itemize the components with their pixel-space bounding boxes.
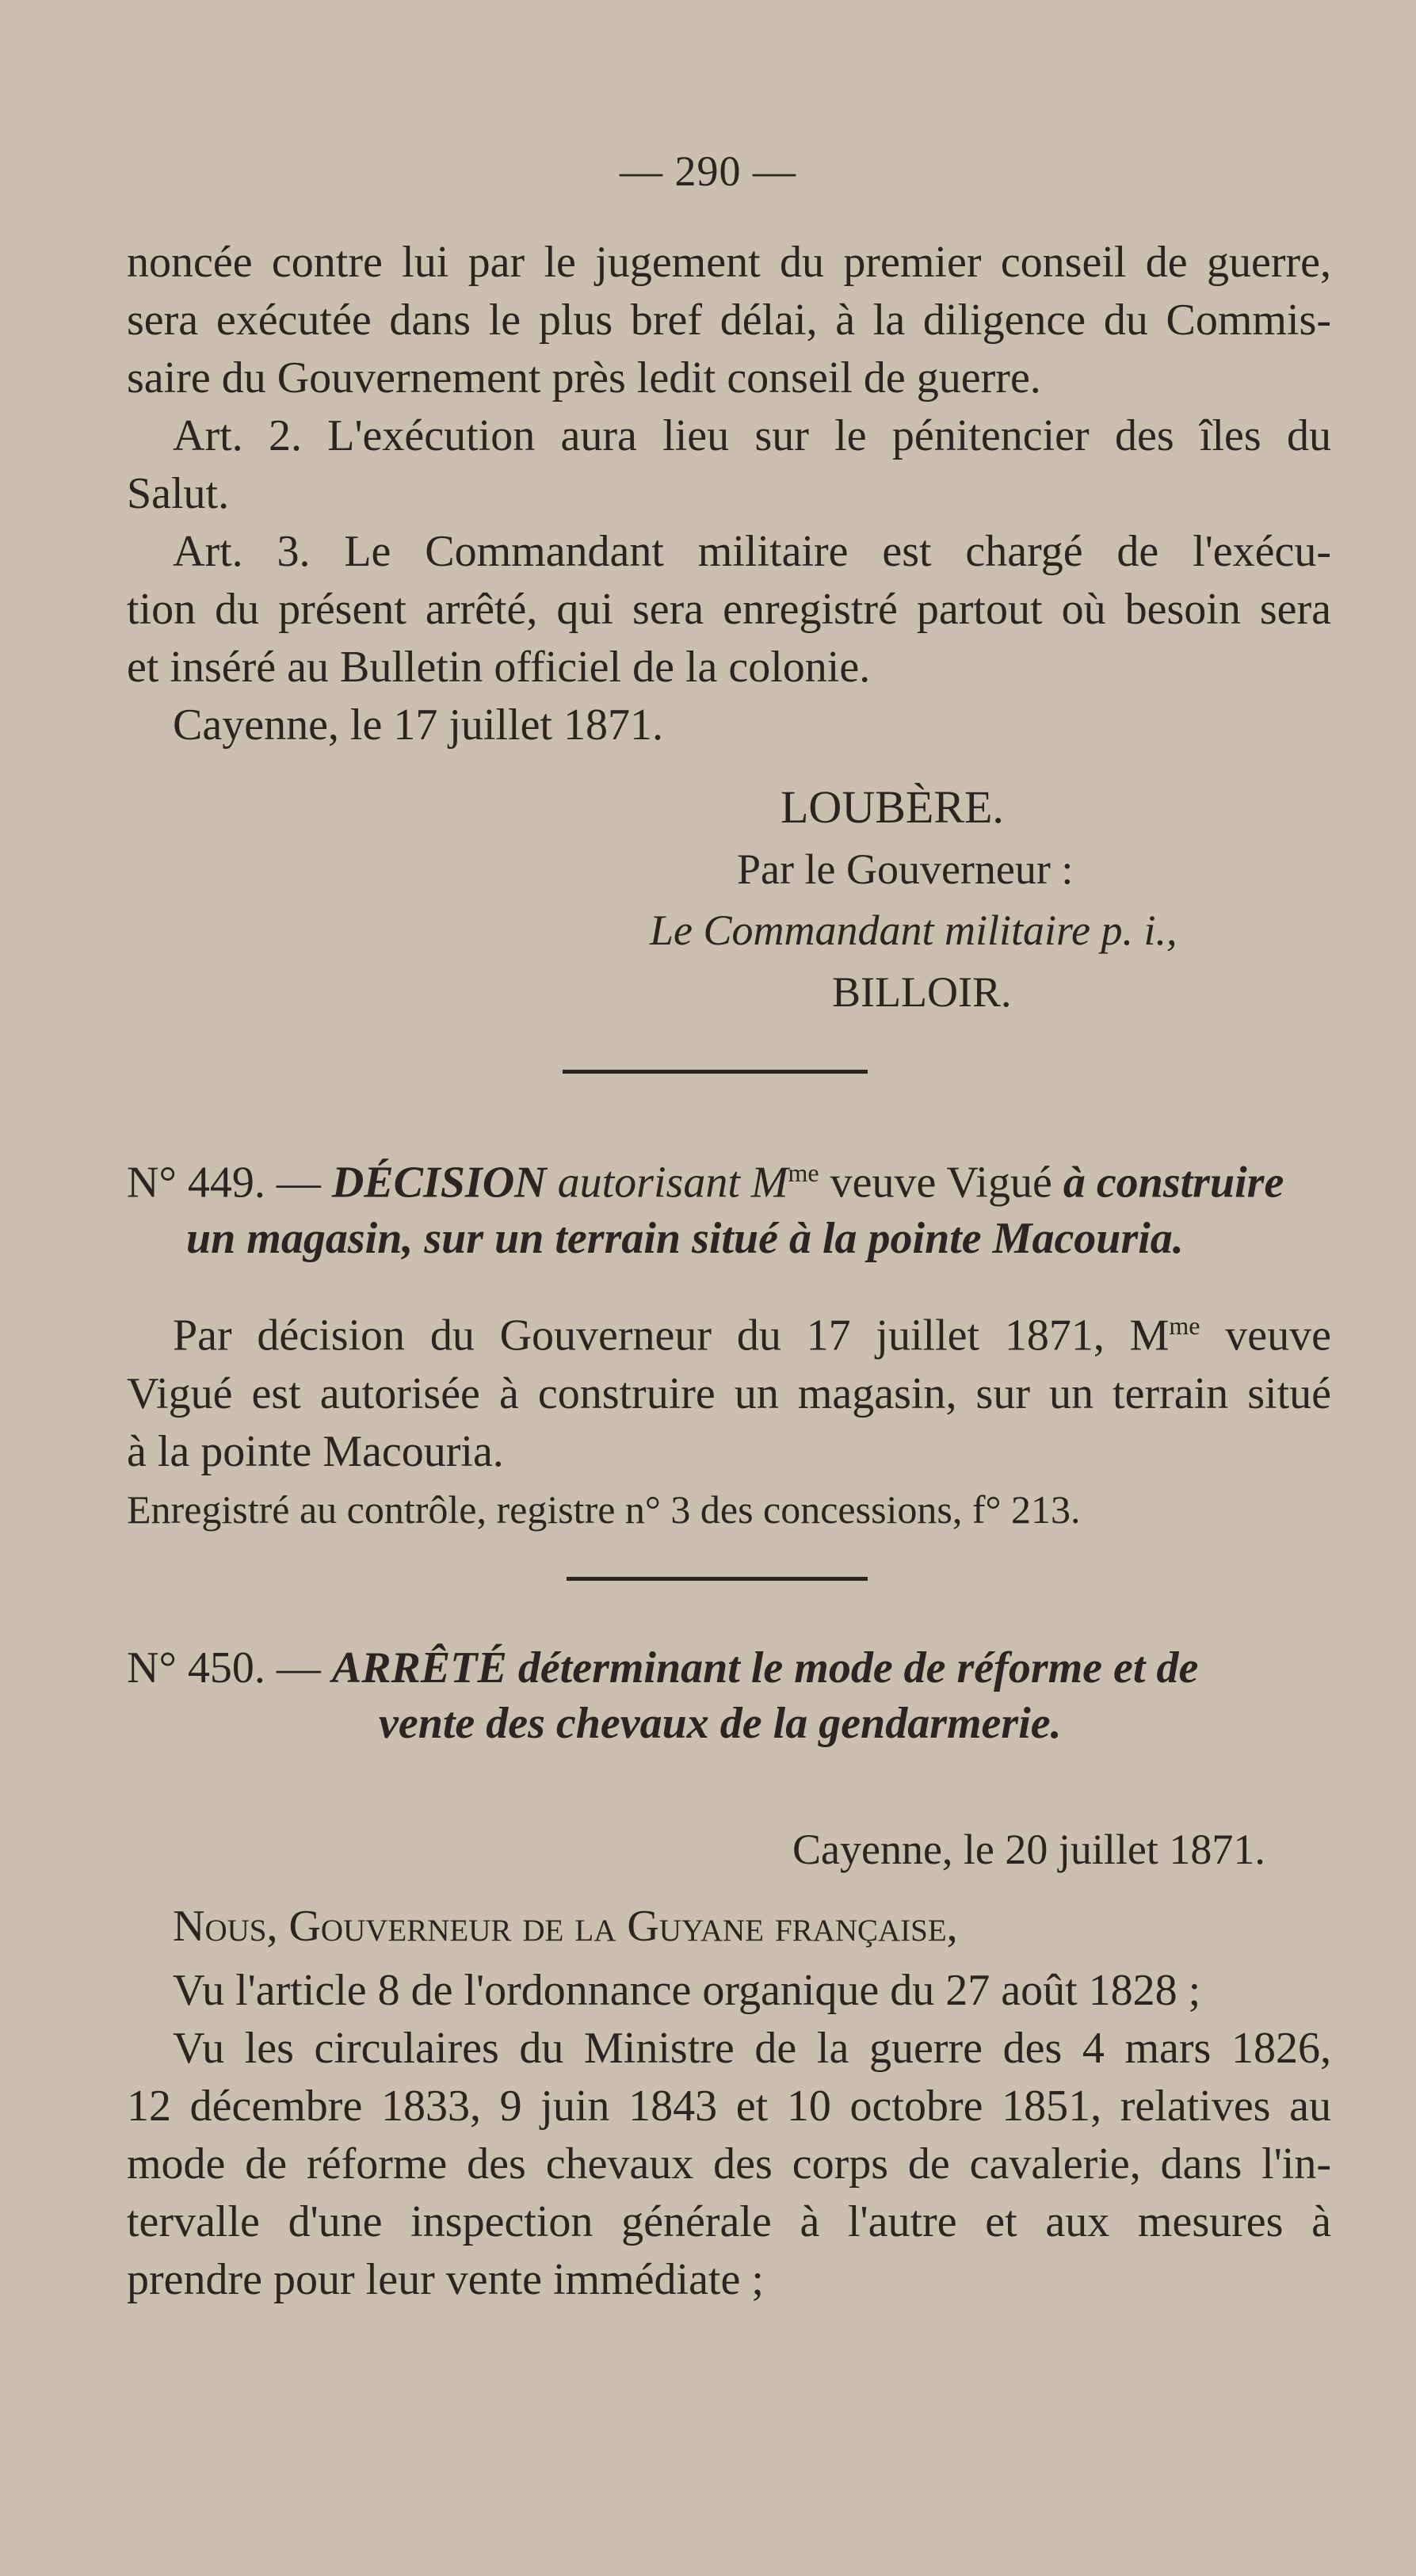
preamble-line: Nous, Gouverneur de la Guyane française, [173,1902,958,1951]
section-divider [563,1070,868,1074]
registration-line: Enregistré au contrôle, registre n° 3 des concessions, f° 213. [127,1487,1081,1532]
arrete-place-date: Cayenne, le 20 juillet 1871. [792,1826,1265,1873]
text-line [127,1297,1331,1365]
signature-role: Le Commandant militaire p. i., [650,906,1177,954]
vu-line: prendre pour leur vente immédiate ; [127,2255,764,2304]
article-3-line: tion du présent arrêté, qui sera enregistré partout où besoin sera [127,585,1331,634]
vu-line: Vu l'article 8 de l'ordonnance organique du 27 août 1828 ; [173,1966,1201,2015]
text-line: sera exécutée dans le plus bref délai, à la diligence du Commis- [127,296,1331,345]
decision-number: N° 449. — [127,1158,321,1208]
vu-line: tervalle d'une inspection générale à l'autre et aux mesures à [127,2197,1331,2246]
text-line: à la pointe Macouria. [127,1426,504,1476]
arrete-title-line2: vente des chevaux de la gendarmerie. [379,1699,1062,1748]
vu-line: Vu les circulaires du Ministre de la guerre des 4 mars 1826, [173,2024,1331,2073]
text-line: saire du Gouvernement près ledit conseil de guerre. [127,353,1041,403]
arrete-450-heading [127,1640,1331,1751]
article-2-line: Salut. [127,469,230,518]
page-number: — 290 — [620,147,796,195]
date-line: Cayenne, le 17 juillet 1871. [173,700,663,750]
article-3-line: Art. 3. Le Commandant militaire est chargé de l'exécu- [173,527,1331,576]
decision-449-body [127,1297,1331,1481]
decision-title-part: à construire [1063,1158,1284,1208]
text-part: veuve [1225,1311,1331,1361]
arrete-title-part: déterminant le mode de réforme et de [517,1643,1199,1693]
arrete-title-keyword: ARRÊTÉ [331,1643,507,1693]
decision-449-heading [127,1145,1331,1266]
text-line: noncée contre lui par le jugement du premier conseil de guerre, [127,238,1331,287]
decision-title-part: autorisant M [557,1158,788,1208]
vu-line: mode de réforme des chevaux des corps de cavalerie, dans l'in- [127,2139,1331,2189]
arrete-continuation [127,234,1331,754]
decision-title-keyword: DÉCISION [331,1158,547,1208]
signature-by-line: Par le Gouverneur : [737,845,1074,893]
article-2-line: Art. 2. L'exécution aura lieu sur le pénitencier des îles du [173,411,1331,460]
signature-governor: LOUBÈRE. [781,781,1004,833]
decision-title-sup: me [788,1158,819,1187]
section-divider [567,1577,868,1581]
arrete-450-body [127,1898,1331,2309]
vu-line: 12 décembre 1833, 9 juin 1843 et 10 octobre 1851, relatives au [127,2082,1331,2131]
text-line: Vigué est autorisée à construire un magasin, sur un terrain situé [127,1368,1331,1418]
decision-title-part: veuve Vigué [830,1158,1052,1208]
arrete-number: N° 450. — [127,1643,321,1693]
text-part: Par décision du Gouverneur du 17 juillet 1871, M [173,1311,1170,1361]
text-sup: me [1169,1311,1200,1340]
signature-signer: BILLOIR. [832,968,1012,1016]
article-3-line: et inséré au Bulletin officiel de la colonie. [127,643,871,692]
decision-title-line2: un magasin, sur un terrain situé à la pointe Macouria. [186,1213,1184,1263]
